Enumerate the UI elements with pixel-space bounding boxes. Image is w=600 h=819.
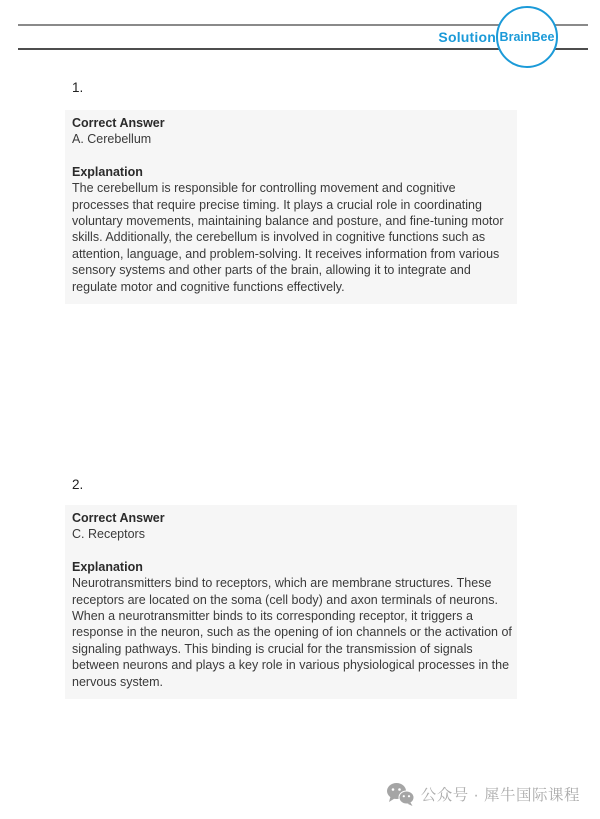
question-number-2: 2. (72, 477, 84, 492)
watermark (386, 782, 580, 806)
wechat-icon (386, 782, 414, 806)
brainbee-logo (496, 6, 558, 68)
correct-answer-value: A. Cerebellum (72, 132, 152, 147)
explanation-text: The cerebellum is responsible for controlling movement and cognitive processes that require precise timing. It plays a crucial role in coordinating voluntary movements, maintaining balance and posture, and fine-tuning motor skills. Additionally, the cerebellum is involved in cognitive functions such as attention, language, and problem-solving. It receives information from various sensory systems and other parts of the brain, allowing it to integrate and regulate motor and cognitive functions effectively. (72, 181, 504, 294)
explanation-label: Explanation (72, 559, 143, 574)
correct-answer-value: C. Receptors (72, 527, 145, 542)
correct-answer-label: Correct Answer (72, 511, 165, 525)
explanation-text: Neurotransmitters bind to receptors, which are membrane structures. These receptors are located on the soma (cell body) and axon terminals of neurons. When a neurotransmitter binds to its corresponding receptor, it triggers a response in the neuron, such as the opening of ion channels or the activation of signaling pathways. This binding is crucial for the transmission of signals between neurons and plays a key role in various physiological processes in the nervous system. (72, 576, 512, 689)
answer-card-1 (65, 110, 517, 304)
correct-answer-label: Correct Answer (72, 116, 165, 130)
answer-card-2 (65, 505, 517, 699)
question-number-1: 1. (72, 80, 84, 95)
solution-header-label: Solution (438, 29, 496, 45)
explanation-label: Explanation (72, 164, 143, 179)
watermark-text: 公众号 · 犀牛国际课程 (420, 787, 580, 804)
brainbee-logo-text: BrainBee (499, 30, 555, 44)
